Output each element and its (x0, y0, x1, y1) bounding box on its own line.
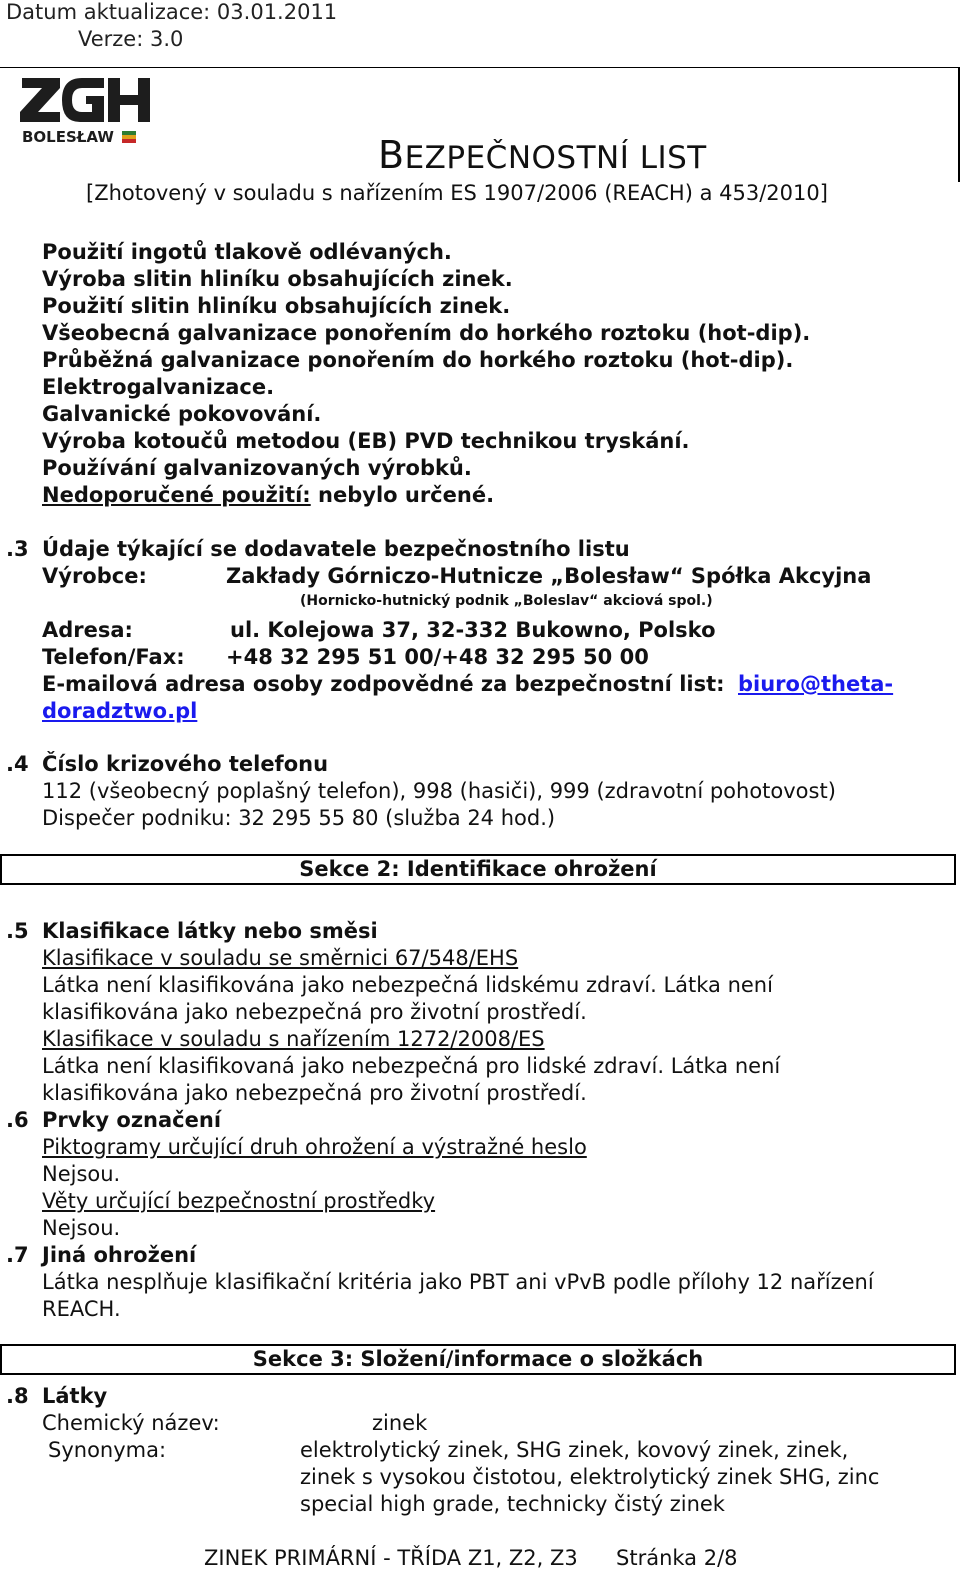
document-subtitle: [Zhotovený v souladu s nařízením ES 1907/2006 (REACH) a 453/2010] (86, 181, 828, 205)
use-item: Používání galvanizovaných výrobků. (42, 456, 472, 480)
chemical-name-label: Chemický název: (42, 1411, 220, 1435)
address-label: Adresa: (42, 618, 133, 642)
manufacturer-value: Zakłady Górniczo-Hutnicze „Bolesław“ Spółka Akcyjna (226, 564, 872, 588)
section-number: .3 (6, 537, 29, 561)
other-hazards-text: Látka nesplňuje klasifikační kritéria jako PBT ani vPvB podle přílohy 12 nařízení (42, 1270, 874, 1294)
address-value: ul. Kolejowa 37, 32-332 Bukowno, Polsko (230, 618, 716, 642)
precautionary-value: Nejsou. (42, 1216, 121, 1240)
phone-value: +48 32 295 51 00/+48 32 295 50 00 (226, 645, 649, 669)
email-label: E-mailová adresa osoby zodpovědné za bezpečnostní list: (42, 672, 725, 696)
section-number: .5 (6, 919, 29, 943)
classification-text: klasifikována jako nebezpečná pro životní prostředí. (42, 1000, 587, 1024)
pictograms-sub: Piktogramy určující druh ohrožení a výstražné heslo (42, 1135, 587, 1159)
synonyms-line: elektrolytický zinek, SHG zinek, kovový zinek, zinek, (300, 1438, 849, 1462)
section-number: .8 (6, 1384, 29, 1408)
email-link[interactable]: biuro@theta- (738, 672, 894, 696)
chemical-name-value: zinek (372, 1411, 428, 1435)
label-elements-heading: Prvky označení (42, 1108, 222, 1132)
classification-sub-1: Klasifikace v souladu se směrnici 67/548/EHS (42, 946, 519, 970)
use-item: Výroba kotoučů metodou (EB) PVD technikou tryskání. (42, 429, 690, 453)
manufacturer-label: Výrobce: (42, 564, 147, 588)
synonyms-label: Synonyma: (48, 1438, 167, 1462)
dispatcher-number: Dispečer podniku: 32 295 55 80 (služba 24 hod.) (42, 806, 556, 830)
version: Verze: 3.0 (78, 27, 184, 51)
classification-text: Látka není klasifikovaná jako nebezpečná pro lidské zdraví. Látka není (42, 1054, 781, 1078)
use-item: Průběžná galvanizace ponořením do horkého roztoku (hot-dip). (42, 348, 794, 372)
classification-sub-2: Klasifikace v souladu s nařízením 1272/2008/ES (42, 1027, 545, 1051)
classification-text: klasifikována jako nebezpečná pro životní prostředí. (42, 1081, 587, 1105)
email-link-continued[interactable]: doradztwo.pl (42, 699, 198, 723)
section-number: .6 (6, 1108, 29, 1132)
section-number: .4 (6, 752, 29, 776)
phone-label: Telefon/Fax: (42, 645, 185, 669)
update-date: Datum aktualizace: 03.01.2011 (6, 0, 338, 24)
not-recommended-use: Nedoporučené použití: nebylo určené. (42, 483, 495, 507)
use-item: Elektrogalvanizace. (42, 375, 275, 399)
supplier-heading: Údaje týkající se dodavatele bezpečnostního listu (42, 537, 630, 561)
use-item: Galvanické pokovování. (42, 402, 322, 426)
synonyms-line: special high grade, technicky čistý zinek (300, 1492, 725, 1516)
section-number: .7 (6, 1243, 29, 1267)
substances-heading: Látky (42, 1384, 108, 1408)
use-item: Použití ingotů tlakově odlévaných. (42, 240, 452, 264)
section-2-header: Sekce 2: Identifikace ohrožení (0, 854, 956, 885)
use-item: Výroba slitin hliníku obsahujících zinek. (42, 267, 513, 291)
use-item: Všeobecná galvanizace ponořením do horkého roztoku (hot-dip). (42, 321, 811, 345)
pictograms-value: Nejsou. (42, 1162, 121, 1186)
company-logo (20, 76, 168, 148)
logo-subtext: BOLESŁAW (22, 128, 114, 146)
footer-product: ZINEK PRIMÁRNÍ - TŘÍDA Z1, Z2, Z3 (204, 1546, 578, 1570)
classification-text: Látka není klasifikována jako nebezpečná lidskému zdraví. Látka není (42, 973, 773, 997)
footer-page: Stránka 2/8 (616, 1546, 738, 1570)
manufacturer-note: (Hornicko-hutnický podnik „Boleslav“ akciová spol.) (300, 593, 713, 609)
other-hazards-text: REACH. (42, 1297, 121, 1321)
emergency-numbers: 112 (všeobecný poplašný telefon), 998 (hasiči), 999 (zdravotní pohotovost) (42, 779, 836, 803)
emergency-heading: Číslo krizového telefonu (42, 752, 329, 776)
document-title: BEZPEČNOSTNÍ LIST (378, 133, 707, 177)
precautionary-sub: Věty určující bezpečnostní prostředky (42, 1189, 436, 1213)
use-item: Použití slitin hliníku obsahujících zinek. (42, 294, 511, 318)
classification-heading: Klasifikace látky nebo směsi (42, 919, 378, 943)
synonyms-line: zinek s vysokou čistotou, elektrolytický zinek SHG, zinc (300, 1465, 880, 1489)
section-3-header: Sekce 3: Složení/informace o složkách (0, 1344, 956, 1375)
other-hazards-heading: Jiná ohrožení (42, 1243, 197, 1267)
